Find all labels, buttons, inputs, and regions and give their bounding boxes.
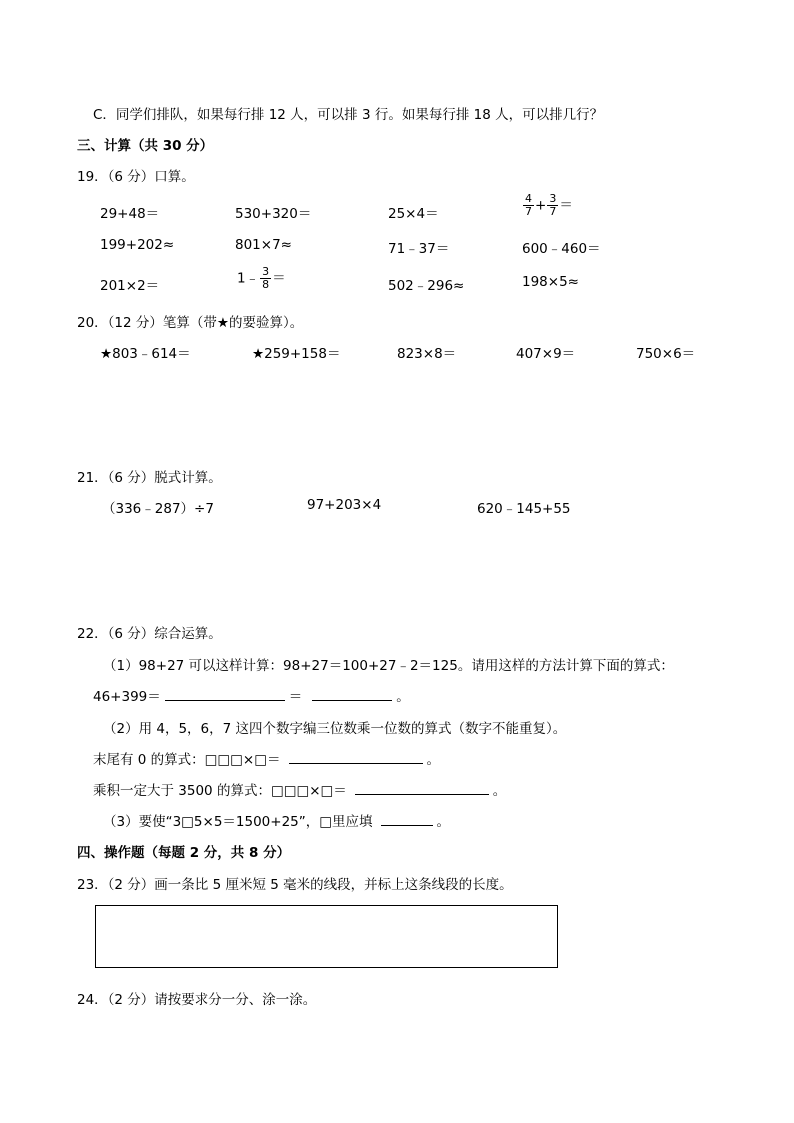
question-c: C．同学们排队，如果每行排 12 人，可以排 3 行。如果每行排 18 人，可以排几行？ (93, 107, 604, 123)
fraction-numerator: 3 (549, 192, 557, 205)
q20-item: ★259+158＝ (252, 346, 341, 362)
q20-item: 407×9＝ (516, 346, 576, 362)
section-4-heading: 四、操作题（每题 2 分，共 8 分） (77, 845, 291, 861)
answer-blank[interactable] (355, 782, 489, 795)
answer-blank[interactable] (312, 688, 392, 701)
q19-item: 530+320＝ (235, 206, 312, 222)
q20-item: ★803﹣614＝ (100, 346, 191, 362)
period: 。 (436, 814, 451, 830)
operator: ﹣ (245, 270, 260, 287)
equals-sign: ＝ (559, 197, 573, 214)
expression: 乘积一定大于 3500 的算式：□□□×□＝ (93, 783, 347, 799)
q19-item: 201×2＝ (100, 278, 160, 294)
answer-blank[interactable] (381, 813, 433, 826)
q22-part3-line (103, 810, 450, 830)
q19-item: 29+48＝ (100, 206, 160, 222)
drawing-answer-box[interactable] (95, 905, 558, 968)
q20-item: 823×8＝ (397, 346, 457, 362)
period: 。 (396, 689, 410, 705)
equals-sign: ＝ (288, 689, 303, 705)
fraction-denominator: 7 (525, 205, 532, 218)
q20-item: 750×6＝ (636, 346, 696, 362)
q19-title: 19．（6 分）口算。 (77, 169, 195, 185)
q21-item: 97+203×4 (307, 497, 382, 513)
q19-fraction-expression (237, 266, 286, 291)
q22-part2-line-b (93, 779, 506, 799)
fraction-denominator: 8 (262, 278, 270, 291)
fraction-numerator: 4 (525, 192, 532, 205)
expression: 46+399＝ (93, 689, 161, 705)
answer-blank[interactable] (165, 688, 285, 701)
q22-part1-answer-line (93, 685, 410, 705)
q23-title: 23．（2 分）画一条比 5 厘米短 5 毫米的线段，并标上这条线段的长度。 (77, 877, 513, 893)
q22-part2-line-a (93, 748, 440, 768)
whole-number: 1 (237, 270, 246, 287)
q19-item: 199+202≈ (100, 237, 175, 253)
operator: + (535, 197, 547, 214)
q22-part2: （2）用 4，5，6，7 这四个数字编三位数乘一位数的算式（数字不能重复）。 (103, 721, 567, 737)
q19-item: 198×5≈ (522, 274, 579, 290)
q24-title: 24．（2 分）请按要求分一分、涂一涂。 (77, 992, 317, 1008)
q19-item: 801×7≈ (235, 237, 292, 253)
q19-item: 502﹣296≈ (388, 278, 465, 294)
section-3-heading: 三、计算（共 30 分） (77, 138, 214, 154)
expression: 末尾有 0 的算式：□□□×□＝ (93, 752, 281, 768)
answer-blank[interactable] (289, 751, 423, 764)
q20-title: 20．（12 分）笔算（带★的要验算）。 (77, 315, 304, 331)
q19-item: 71﹣37＝ (388, 241, 450, 257)
equals-sign: ＝ (272, 270, 286, 287)
q21-title: 21．（6 分）脱式计算。 (77, 470, 222, 486)
q22-part1: （1）98+27 可以这样计算：98+27＝100+27﹣2＝125。请用这样的方法计算下面的算式： (103, 658, 674, 674)
q19-item: 600﹣460＝ (522, 241, 601, 257)
q21-item: （336﹣287）÷7 (102, 501, 214, 517)
fraction-numerator: 3 (262, 265, 270, 278)
period: 。 (426, 752, 441, 768)
q19-fraction-expression (522, 193, 573, 218)
q19-item: 25×4＝ (388, 206, 439, 222)
period: 。 (492, 783, 507, 799)
expression: （3）要使“3□5×5＝1500+25”，□里应填 (103, 814, 373, 830)
q22-title: 22．（6 分）综合运算。 (77, 626, 222, 642)
fraction-denominator: 7 (549, 205, 557, 218)
q21-item: 620﹣145+55 (477, 501, 571, 517)
